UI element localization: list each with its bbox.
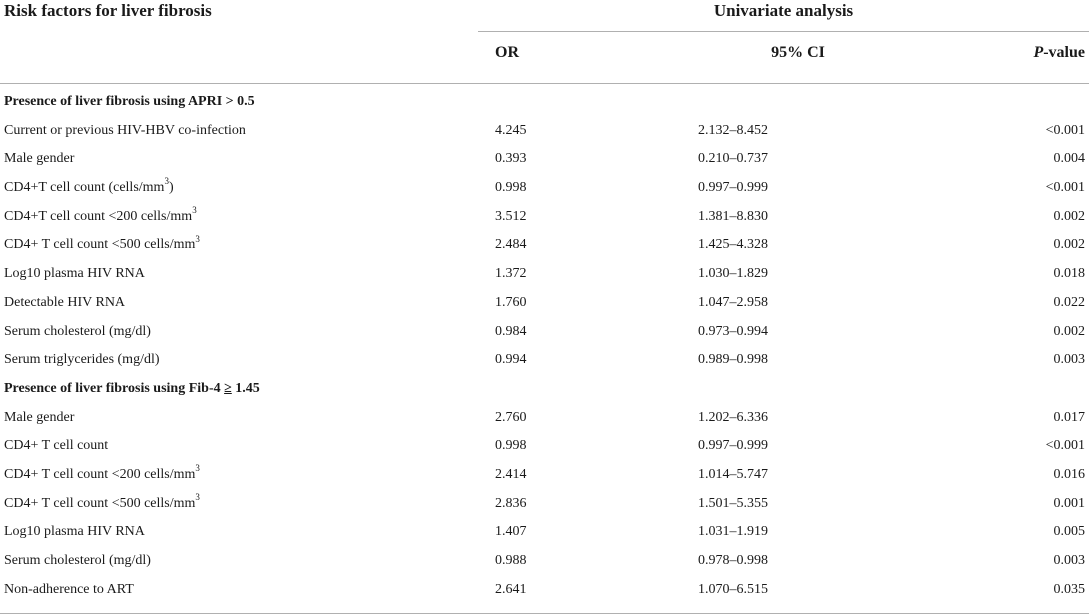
row-label: CD4+T cell count $(cells/mm^3)$ xyxy=(4,176,174,196)
p-value-header-rest: -value xyxy=(1043,44,1085,61)
row-label: CD4+T cell count <200 cells/$mm^3$ xyxy=(4,205,197,224)
row-label: CD4+ T cell count <500 cells/$mm^3$ xyxy=(4,233,200,253)
section-title-text: Presence of liver fibrosis using Fib-4 xyxy=(4,380,225,396)
row-label: Detectable HIV RNA xyxy=(4,294,126,310)
row-or: 3.512 xyxy=(495,208,527,224)
row-label: Serum cholesterol (mg/dl) xyxy=(4,553,151,568)
row-ci: 1.425–4.328 xyxy=(698,237,768,253)
section-title-symbol: ≥ xyxy=(224,380,232,396)
section-title xyxy=(4,375,260,404)
row-or: 0.998 xyxy=(495,438,527,454)
or-column-header: OR xyxy=(495,44,519,61)
row-or: 2.414 xyxy=(495,466,527,482)
table-row xyxy=(0,518,1089,547)
row-ci: 1.047–2.958 xyxy=(698,294,768,310)
row-or: 2.641 xyxy=(495,581,527,597)
table-row xyxy=(0,404,1089,433)
row-or: 0.393 xyxy=(495,151,527,167)
row-p-value: 0.005 xyxy=(1053,524,1085,540)
section-header-fib4 xyxy=(0,375,1089,404)
row-ci: 1.070–6.515 xyxy=(698,581,768,597)
section-header-apri xyxy=(0,88,1089,117)
row-label: Non-adherence to ART xyxy=(4,581,134,597)
row-or: 2.760 xyxy=(495,409,527,425)
row-p-value: 0.018 xyxy=(1053,266,1085,282)
row-ci: 1.030–1.829 xyxy=(698,266,768,282)
row-or: 0.988 xyxy=(495,553,527,568)
ci-column-header: 95% CI xyxy=(771,44,825,61)
table-row xyxy=(0,346,1089,375)
risk-factors-header: Risk factors for liver fibrosis xyxy=(4,1,212,20)
row-ci: 0.978–0.998 xyxy=(698,553,768,568)
table-row xyxy=(0,174,1089,203)
table-row xyxy=(0,318,1089,347)
row-label: Log10 plasma HIV RNA xyxy=(4,266,145,282)
table-row xyxy=(0,576,1089,605)
row-p-value: 0.022 xyxy=(1053,294,1085,310)
header-bottom-rule xyxy=(0,83,1089,84)
row-label: Serum cholesterol (mg/dl) xyxy=(4,323,151,339)
row-or: 1.372 xyxy=(495,266,527,282)
row-p-value: 0.003 xyxy=(1053,553,1085,568)
table-row xyxy=(0,547,1089,576)
row-p-value: 0.002 xyxy=(1053,208,1085,224)
row-or: 2.836 xyxy=(495,495,527,511)
row-label: CD4+ T cell count <200 cells/$mm^3$ xyxy=(4,463,200,482)
row-or: 1.407 xyxy=(495,524,527,540)
section-title-value: 1.45 xyxy=(231,380,260,396)
row-label: CD4+ T cell count xyxy=(4,438,109,454)
table-header-top xyxy=(0,0,1089,34)
row-p-value: 0.004 xyxy=(1053,151,1085,167)
row-ci: 2.132–8.452 xyxy=(698,122,768,138)
section-title xyxy=(4,88,255,117)
row-p-value: 0.017 xyxy=(1053,409,1085,425)
row-label: Current or previous HIV-HBV co-infection xyxy=(4,122,246,138)
table-bottom-rule xyxy=(0,613,1089,614)
row-ci: 0.997–0.999 xyxy=(698,180,768,196)
row-or: 1.760 xyxy=(495,294,527,310)
row-or: 0.994 xyxy=(495,352,527,368)
row-or: 0.984 xyxy=(495,323,527,339)
section-title-text: Presence of liver fibrosis using APRI > 0.5 xyxy=(4,94,255,109)
row-label: Log10 plasma HIV RNA xyxy=(4,524,145,540)
row-p-value: <0.001 xyxy=(1045,180,1085,196)
table-row xyxy=(0,145,1089,174)
row-p-value: 0.002 xyxy=(1053,323,1085,339)
row-label: Male gender xyxy=(4,409,75,425)
table-row xyxy=(0,260,1089,289)
row-ci: 1.501–5.355 xyxy=(698,495,768,511)
row-p-value: 0.003 xyxy=(1053,352,1085,368)
table-row xyxy=(0,461,1089,490)
header-divider xyxy=(478,31,1089,32)
row-ci: 1.202–6.336 xyxy=(698,409,768,425)
p-value-header-italic: P xyxy=(1033,44,1044,61)
row-label: Male gender xyxy=(4,151,75,167)
table-row xyxy=(0,203,1089,232)
row-ci: 0.973–0.994 xyxy=(698,323,768,339)
row-p-value: <0.001 xyxy=(1045,438,1085,454)
row-ci: 1.014–5.747 xyxy=(698,466,768,482)
univariate-analysis-header: Univariate analysis xyxy=(713,1,854,20)
row-label: Serum triglycerides (mg/dl) xyxy=(4,352,160,368)
row-p-value: <0.001 xyxy=(1045,122,1085,138)
row-label: CD4+ T cell count <500 cells/$mm^3$ xyxy=(4,491,200,511)
row-p-value: 0.001 xyxy=(1053,495,1085,511)
table-row xyxy=(0,490,1089,519)
table-header-columns xyxy=(0,34,1089,84)
table-row xyxy=(0,117,1089,146)
row-p-value: 0.002 xyxy=(1053,237,1085,253)
row-p-value: 0.016 xyxy=(1053,466,1085,482)
row-or: 4.245 xyxy=(495,122,527,138)
p-value-column-header xyxy=(1033,42,1085,64)
row-ci: 1.031–1.919 xyxy=(698,524,768,540)
table-row xyxy=(0,289,1089,318)
table-row xyxy=(0,231,1089,260)
row-ci: 0.989–0.998 xyxy=(698,352,768,368)
row-ci: 0.210–0.737 xyxy=(698,151,768,167)
row-or: 2.484 xyxy=(495,237,527,253)
row-or: 0.998 xyxy=(495,180,527,196)
row-ci: 1.381–8.830 xyxy=(698,208,768,224)
table-row xyxy=(0,432,1089,461)
row-p-value: 0.035 xyxy=(1053,581,1085,597)
row-ci: 0.997–0.999 xyxy=(698,438,768,454)
table-body xyxy=(0,88,1089,604)
